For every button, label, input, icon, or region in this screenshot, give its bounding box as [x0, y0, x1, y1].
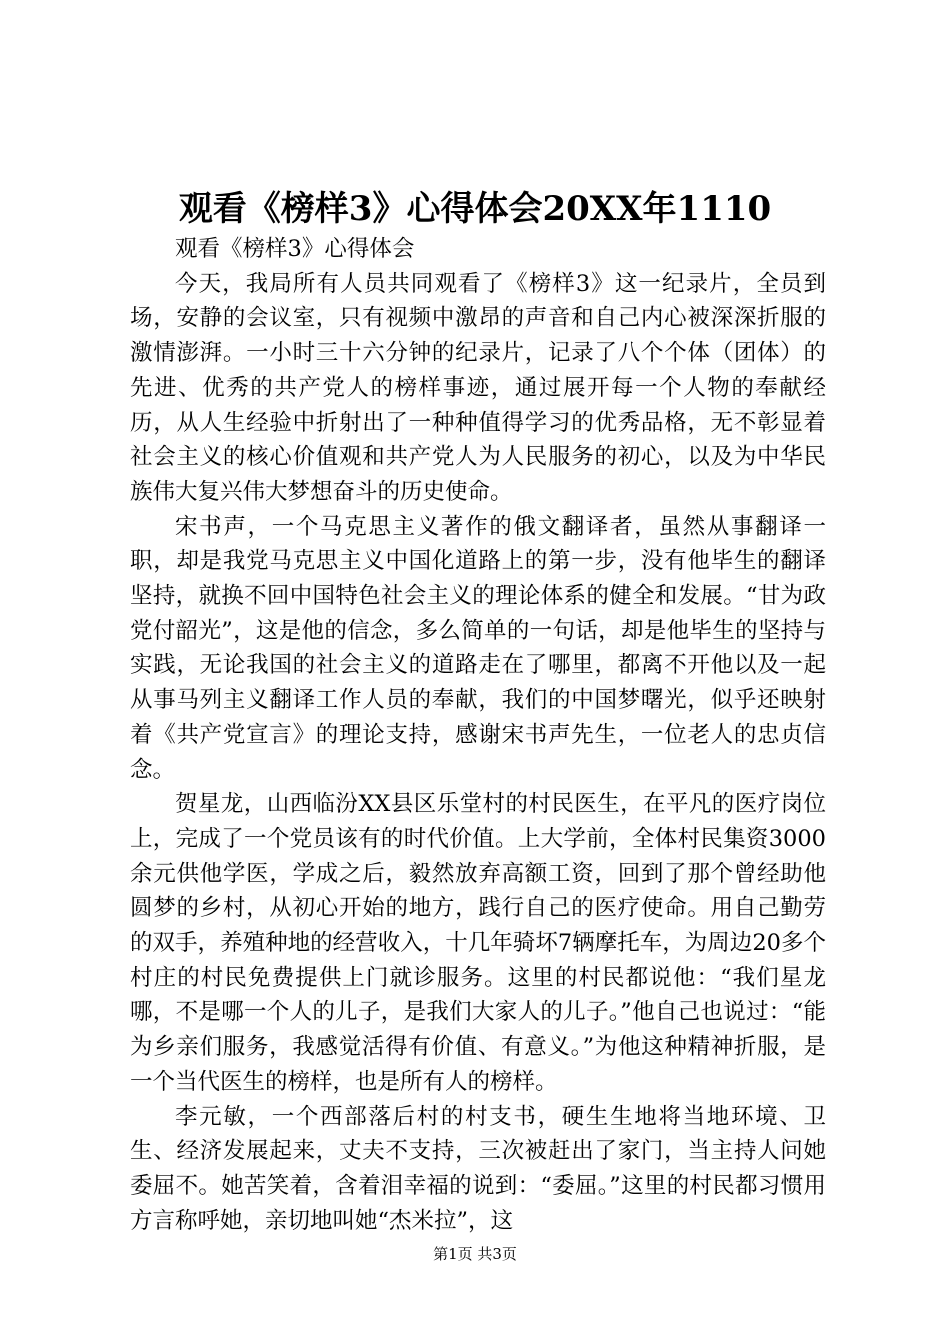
document-body	[130, 232, 826, 1238]
document-title: 观看《榜样3》心得体会20XX年1110	[178, 189, 772, 229]
paragraph: 贺星龙，山西临汾XX县区乐堂村的村民医生，在平凡的医疗岗位上，完成了一个党员该有的时代价值。上大学前，全体村民集资3000余元供他学医，学成之后，毅然放弃高额工资，回到了那个曾经助他圆梦的乡村，从初心开始的地方，践行自己的医疗使命。用自己勤劳的双手，养殖种地的经营收入，十几年骑坏7辆摩托车，为周边20多个村庄的村民免费提供上门就诊服务。这里的村民都说他：“我们星龙哪，不是哪一个人的儿子，是我们大家人的儿子。”他自己也说过：“能为乡亲们服务，我感觉活得有价值、有意义。”为他这种精神折服，是一个当代医生的榜样，也是所有人的榜样。	[130, 791, 826, 1095]
paragraph: 李元敏，一个西部落后村的村支书，硬生生地将当地环境、卫生、经济发展起来，丈夫不支持，三次被赶出了家门，当主持人问她委屈不。她苦笑着，含着泪幸福的说到：“委屈。”这里的村民都习惯用方言称呼她，亲切地叫她“杰米拉”，这	[130, 1103, 826, 1234]
page-number-footer: 第1页 共3页	[433, 1245, 517, 1263]
paragraph: 宋书声，一个马克思主义著作的俄文翻译者，虽然从事翻译一职，却是我党马克思主义中国化道路上的第一步，没有他毕生的翻译坚持，就换不回中国特色社会主义的理论体系的健全和发展。“甘为政党付韶光”，这是他的信念，多么简单的一句话，却是他毕生的坚持与实践，无论我国的社会主义的道路走在了哪里，都离不开他以及一起从事马列主义翻译工作人员的奉献，我们的中国梦曙光，似乎还映射着《共产党宣言》的理论支持，感谢宋书声先生，一位老人的忠贞信念。	[130, 513, 826, 783]
document-subtitle: 观看《榜样3》心得体会	[175, 236, 415, 262]
paragraph: 今天，我局所有人员共同观看了《榜样3》这一纪录片，全员到场，安静的会议室，只有视频中激昂的声音和自己内心被深深折服的激情澎湃。一小时三十六分钟的纪录片，记录了八个个体（团体）的先进、优秀的共产党人的榜样事迹，通过展开每一个人物的奉献经历，从人生经验中折射出了一种种值得学习的优秀品格，无不彰显着社会主义的核心价值观和共产党人为人民服务的初心，以及为中华民族伟大复兴伟大梦想奋斗的历史使命。	[130, 270, 826, 505]
